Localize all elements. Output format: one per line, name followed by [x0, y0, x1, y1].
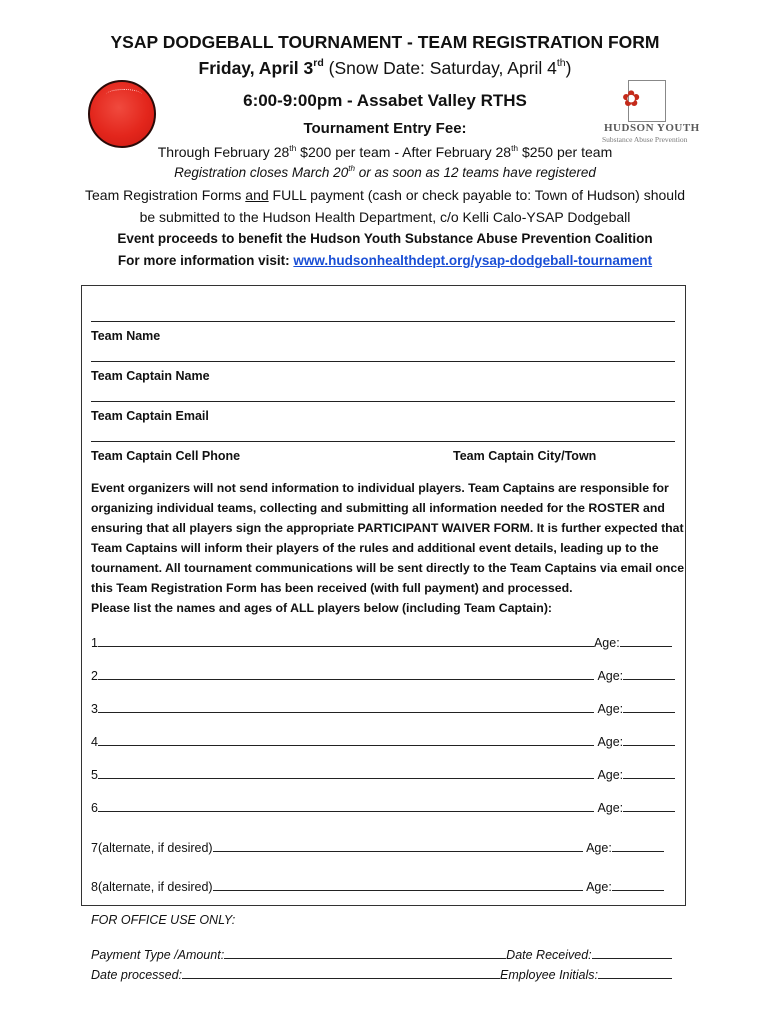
- date-processed-field[interactable]: [182, 966, 500, 979]
- hudson-youth-logo: [598, 80, 700, 146]
- captain-email-line[interactable]: [91, 401, 675, 402]
- date-processed-label: Date processed:: [91, 968, 183, 982]
- roster-row: [91, 839, 664, 855]
- player-number: 1: [91, 636, 98, 650]
- age-label: Age:: [597, 768, 624, 782]
- team-name-label: Team Name: [91, 329, 161, 343]
- instruction-line: this Team Registration Form has been received (with full payment) and processed.: [91, 581, 573, 595]
- fee-heading: Tournament Entry Fee:: [303, 120, 467, 137]
- player-age-field[interactable]: [623, 733, 675, 746]
- logo-tagline: Substance Abuse Prevention: [602, 135, 688, 144]
- submit-b: FULL payment (cash or check payable to: Town of Hudson) should: [268, 187, 685, 203]
- proceeds-line: Event proceeds to benefit the Hudson Youth Substance Abuse Prevention Coalition: [117, 231, 653, 246]
- age-label: Age:: [586, 880, 612, 894]
- player-number: 7(alternate, if desired): [91, 841, 213, 855]
- age-label: Age:: [586, 841, 612, 855]
- instruction-line: Event organizers will not send information to individual players. Team Captains are responsible for: [91, 481, 669, 495]
- reg-a: Registration closes March 20: [174, 165, 349, 180]
- captain-town-label: Team Captain City/Town: [453, 449, 597, 463]
- player-number: 3: [91, 702, 98, 716]
- fee-b-sup: th: [511, 142, 519, 153]
- employee-initials-field[interactable]: [598, 966, 672, 979]
- office-row-payment: [91, 946, 672, 962]
- player-name-field[interactable]: [98, 700, 594, 713]
- reg-a-sup: th: [348, 163, 355, 173]
- submit-and: and: [245, 187, 269, 203]
- date-received-field[interactable]: [592, 946, 672, 959]
- captain-email-label: Team Captain Email: [91, 409, 209, 423]
- age-label: Age:: [597, 801, 624, 815]
- form-title: YSAP DODGEBALL TOURNAMENT - TEAM REGISTRATION FORM: [110, 32, 660, 52]
- submit-a: Team Registration Forms: [85, 187, 246, 203]
- player-name-field[interactable]: [213, 839, 583, 852]
- roster-row: [91, 700, 675, 716]
- player-age-field[interactable]: [623, 766, 675, 779]
- player-number: 8(alternate, if desired): [91, 880, 213, 894]
- employee-initials-label: Employee Initials:: [500, 968, 598, 982]
- player-name-field[interactable]: [213, 878, 583, 891]
- time-place: 6:00-9:00pm - Assabet Valley RTHS: [243, 91, 527, 110]
- fee-c: $250 per team: [518, 144, 613, 160]
- event-date: [0, 58, 770, 79]
- age-label: Age:: [597, 702, 624, 716]
- captain-phone-line[interactable]: [91, 441, 675, 442]
- player-age-field[interactable]: [612, 878, 664, 891]
- submission-line-1: [0, 187, 770, 203]
- info-line: [0, 253, 770, 268]
- instruction-line: Please list the names and ages of ALL players below (including Team Captain):: [91, 601, 553, 615]
- roster-row: [91, 733, 675, 749]
- player-age-field[interactable]: [612, 839, 664, 852]
- instruction-line: ensuring that all players sign the appropriate PARTICIPANT WAIVER FORM. It is further expected that: [91, 521, 684, 535]
- player-number: 5: [91, 768, 98, 782]
- info-link[interactable]: www.hudsonhealthdept.org/ysap-dodgeball-tournament: [293, 253, 653, 268]
- fee-a-sup: th: [289, 142, 297, 153]
- instruction-line: organizing individual teams, collecting and submitting all information needed for the ROSTER and: [91, 501, 665, 515]
- player-name-field[interactable]: [98, 799, 594, 812]
- fee-a: Through February 28: [157, 144, 290, 160]
- player-name-field[interactable]: [98, 667, 594, 680]
- instructions: [91, 478, 691, 618]
- captain-name-line[interactable]: [91, 361, 675, 362]
- instruction-line: Team Captains will inform their players of the rules and additional event details, leading up to the: [91, 541, 659, 555]
- player-age-field[interactable]: [623, 667, 675, 680]
- roster-row: [91, 634, 672, 650]
- snow-date-end: ): [565, 58, 572, 78]
- submission-line-2: be submitted to the Hudson Health Department, c/o Kelli Calo-YSAP Dodgeball: [139, 209, 631, 225]
- roster-row: [91, 799, 675, 815]
- player-name-field[interactable]: [98, 766, 594, 779]
- player-age-field[interactable]: [623, 700, 675, 713]
- dodgeball-icon: [88, 80, 156, 148]
- event-date-sup: rd: [313, 57, 324, 70]
- player-number: 2: [91, 669, 98, 683]
- player-age-field[interactable]: [620, 634, 672, 647]
- reg-b: or as soon as 12 teams have registered: [354, 165, 596, 180]
- payment-label: Payment Type /Amount:: [91, 948, 225, 962]
- logo-name: HUDSON YOUTH: [604, 122, 700, 134]
- snow-date: (Snow Date: Saturday, April 4: [323, 58, 557, 78]
- roster-row: [91, 766, 675, 782]
- payment-field[interactable]: [224, 946, 506, 959]
- captain-phone-label: Team Captain Cell Phone: [91, 449, 241, 463]
- event-date-main: Friday, April 3: [198, 58, 314, 78]
- age-label: Age:: [597, 735, 624, 749]
- office-row-processed: [91, 966, 672, 982]
- roster-row: [91, 667, 675, 683]
- player-name-field[interactable]: [98, 733, 594, 746]
- info-label: For more information visit:: [117, 253, 294, 268]
- instruction-line: tournament. All tournament communications will be sent directly to the Team Captains via email once: [91, 561, 685, 575]
- age-label: Age:: [593, 636, 620, 650]
- player-number: 6: [91, 801, 98, 815]
- player-number: 4: [91, 735, 98, 749]
- registration-deadline: [0, 165, 770, 180]
- roster-row: [91, 878, 664, 894]
- office-heading: FOR OFFICE USE ONLY:: [91, 913, 236, 927]
- snow-date-sup: th: [556, 57, 566, 70]
- people-figures-icon: ✿: [622, 86, 641, 111]
- fee-b: $200 per team - After February 28: [296, 144, 512, 160]
- date-received-label: Date Received:: [506, 948, 592, 962]
- player-name-field[interactable]: [98, 634, 594, 647]
- team-name-line[interactable]: [91, 321, 675, 322]
- age-label: Age:: [597, 669, 624, 683]
- player-age-field[interactable]: [623, 799, 675, 812]
- captain-name-label: Team Captain Name: [91, 369, 210, 383]
